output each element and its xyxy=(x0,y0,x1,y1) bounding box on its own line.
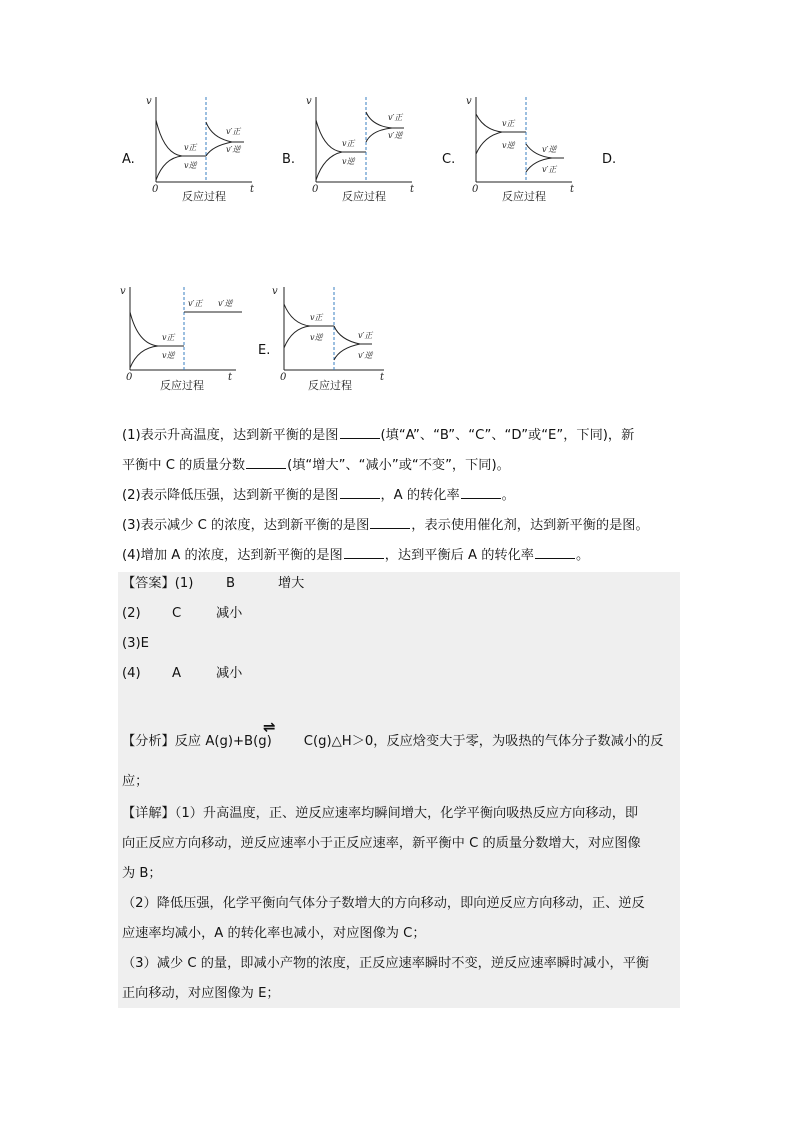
answer-2a: C xyxy=(172,606,182,621)
answer-2-num: (2) xyxy=(122,606,141,621)
answer-line-2 xyxy=(122,604,242,624)
q3-text-b: ，表示使用催化剂，达到新平衡的是图。 xyxy=(411,518,649,533)
question-3 xyxy=(122,514,649,536)
q1-text-b: (填“A”、“B”、“C”、“D”或“E”，下同)，新 xyxy=(380,428,635,443)
equilibrium-arrow-icon: ⇌ xyxy=(263,718,276,736)
graph-caption: 反应过程 xyxy=(308,379,352,392)
series-v-prime-reverse: v′逆 xyxy=(358,351,373,360)
series-v-prime-reverse: v′逆 xyxy=(218,299,233,308)
series-v-reverse: v逆 xyxy=(502,141,515,150)
graph-e xyxy=(272,282,397,401)
series-v-prime-forward: v′正 xyxy=(226,127,241,136)
series-v-reverse: v逆 xyxy=(184,161,197,170)
series-v-prime-forward: v′正 xyxy=(188,299,203,308)
series-v-forward: v正 xyxy=(342,139,355,148)
origin-label: 0 xyxy=(472,184,479,195)
q4-text-b: ，达到平衡后 A 的转化率 xyxy=(384,548,534,563)
answer-prefix: 【答案】(1) xyxy=(122,576,194,591)
axis-x-label: t xyxy=(410,184,415,195)
detail-line-2: 向正反应方向移动，逆反应速率小于正反应速率，新平衡中 C 的质量分数增大，对应图像 xyxy=(122,836,641,851)
blank xyxy=(535,544,575,559)
axis-y-label: v xyxy=(272,286,278,297)
q3-text-a: (3)表示减少 C 的浓度，达到新平衡的是图 xyxy=(122,518,370,533)
graph-caption: 反应过程 xyxy=(342,190,386,203)
blank xyxy=(340,484,380,499)
detail-line-1: 【详解】（1）升高温度，正、逆反应速率均瞬间增大，化学平衡向吸热反应方向移动，即 xyxy=(122,806,639,821)
axis-x-label: t xyxy=(570,184,575,195)
detail-line-6: （3）减少 C 的量，即减小产物的浓度，正反应速率瞬时不变，逆反应速率瞬时减小，平衡 xyxy=(122,956,650,971)
analysis-text-c: 应； xyxy=(122,774,149,789)
graph-caption: 反应过程 xyxy=(502,190,546,203)
series-v-prime-forward: v′正 xyxy=(542,165,557,174)
q2-text-a: (2)表示降低压强，达到新平衡的是图 xyxy=(122,488,339,503)
detail-line-5: 应速率均减小，A 的转化率也减小，对应图像为 C； xyxy=(122,926,426,941)
series-v-forward: v正 xyxy=(184,143,197,152)
origin-label: 0 xyxy=(280,372,287,383)
origin-label: 0 xyxy=(152,184,159,195)
series-v-prime-reverse: v′逆 xyxy=(542,145,557,154)
graph-c xyxy=(462,92,582,211)
origin-label: 0 xyxy=(126,372,133,383)
axis-y-label: v xyxy=(120,286,126,297)
analysis-line-1 xyxy=(122,732,663,752)
detail-line-4: （2）降低压强，化学平衡向气体分子数增大的方向移动，即向逆反应方向移动，正、逆反 xyxy=(122,896,645,911)
q4-text-a: (4)增加 A 的浓度，达到新平衡的是图 xyxy=(122,548,343,563)
answer-line-3 xyxy=(122,634,149,654)
question-2 xyxy=(122,484,515,506)
graph-d xyxy=(118,282,248,401)
series-v-forward: v正 xyxy=(310,313,323,322)
axis-x-label: t xyxy=(228,372,233,383)
graph-c-label: C. xyxy=(442,152,456,167)
axis-y-label: v xyxy=(146,96,152,107)
q2-text-c: 。 xyxy=(501,488,515,503)
series-v-reverse: v逆 xyxy=(310,333,323,342)
answer-line-1 xyxy=(122,574,304,594)
graph-b-label: B. xyxy=(282,152,296,167)
blank xyxy=(246,454,286,469)
question-1-line-1 xyxy=(122,424,634,446)
graph-caption: 反应过程 xyxy=(160,379,204,392)
graph-b xyxy=(302,92,422,211)
answer-3: (3)E xyxy=(122,636,150,651)
series-v-prime-reverse: v′逆 xyxy=(226,145,241,154)
q1-text-c: 平衡中 C 的质量分数 xyxy=(122,458,246,473)
question-4 xyxy=(122,544,589,566)
series-v-prime-forward: v′正 xyxy=(358,331,373,340)
axis-x-label: t xyxy=(250,184,255,195)
answer-4b: 减小 xyxy=(216,666,243,681)
graph-a xyxy=(142,92,262,211)
graph-e-label: E. xyxy=(258,343,271,358)
answer-1a: B xyxy=(226,576,236,591)
blank xyxy=(370,514,410,529)
series-v-prime-forward: v′正 xyxy=(388,113,403,122)
answer-4-num: (4) xyxy=(122,666,141,681)
series-v-forward: v正 xyxy=(502,119,515,128)
question-1-line-2 xyxy=(122,454,510,476)
q2-text-b: ，A 的转化率 xyxy=(380,488,460,503)
detail-line-3: 为 B； xyxy=(122,866,162,881)
analysis-text-b: C(g)△H＞0，反应焓变大于零，为吸热的气体分子数减小的反 xyxy=(303,734,664,749)
series-v-reverse: v逆 xyxy=(342,157,355,166)
detail-line-7: 正向移动，对应图像为 E； xyxy=(122,986,280,1001)
answer-line-4 xyxy=(122,664,242,684)
q4-text-c: 。 xyxy=(576,548,590,563)
answer-4a: A xyxy=(172,666,182,681)
axis-x-label: t xyxy=(380,372,385,383)
origin-label: 0 xyxy=(312,184,319,195)
blank xyxy=(461,484,501,499)
blank xyxy=(340,424,380,439)
axis-y-label: v xyxy=(306,96,312,107)
axis-y-label: v xyxy=(466,96,472,107)
answer-1b: 增大 xyxy=(278,576,305,591)
analysis-line-2 xyxy=(122,772,148,792)
series-v-reverse: v逆 xyxy=(162,351,175,360)
graph-d-label: D. xyxy=(602,152,617,167)
series-v-prime-reverse: v′逆 xyxy=(388,131,403,140)
analysis-text-a: 【分析】反应 A(g)+B(g) xyxy=(122,734,272,749)
graph-caption: 反应过程 xyxy=(182,190,226,203)
q1-text-d: (填“增大”、“减小”或“不变”，下同)。 xyxy=(287,458,510,473)
series-v-forward: v正 xyxy=(162,333,175,342)
graph-a-label: A. xyxy=(122,152,135,167)
blank xyxy=(344,544,384,559)
answer-2b: 减小 xyxy=(216,606,243,621)
q1-text-a: (1)表示升高温度，达到新平衡的是图 xyxy=(122,428,339,443)
